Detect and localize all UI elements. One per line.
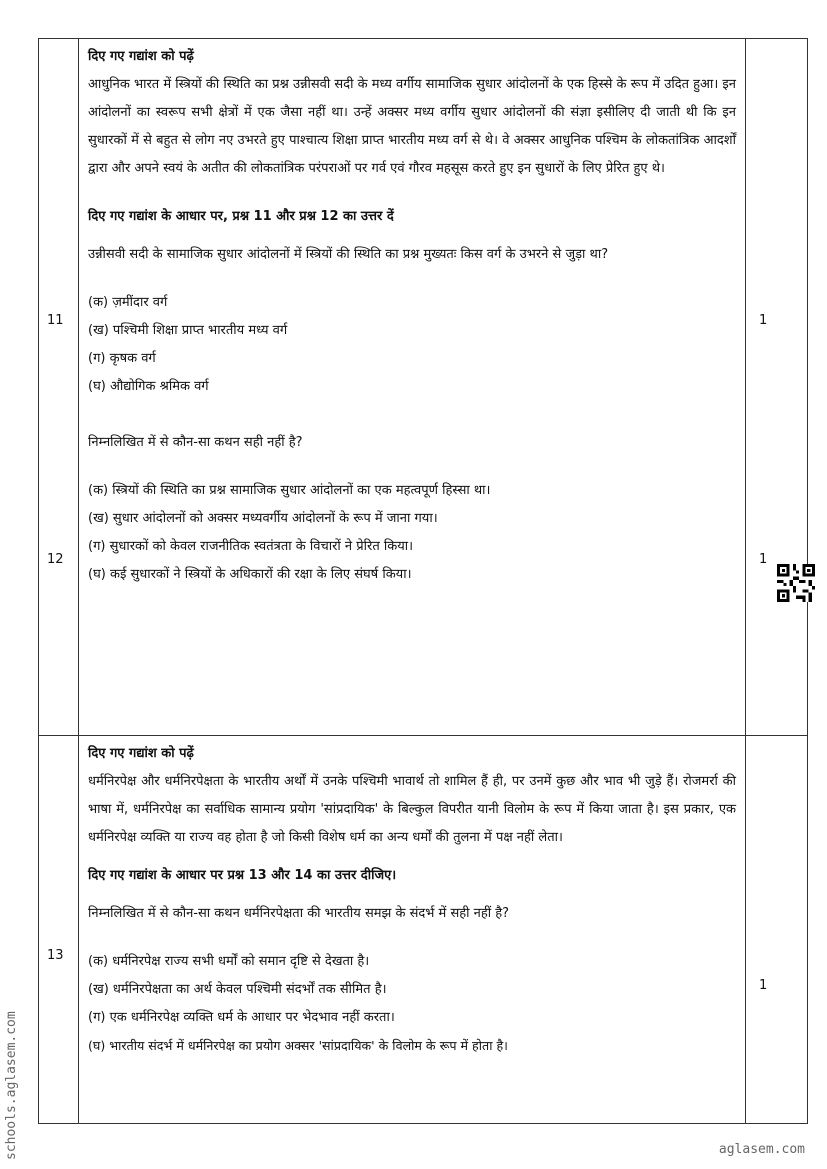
question-13-text: निम्नलिखित में से कौन-सा कथन धर्मनिरपेक्षता की भारतीय समझ के संदर्भ में सही नहीं है? <box>88 906 510 921</box>
marks-cell <box>746 736 808 1124</box>
passage-instruction: दिए गए गद्यांश के आधार पर प्रश्न 13 और 14 का उत्तर दीजिए। <box>88 868 397 883</box>
question-table <box>38 38 808 1124</box>
passage-heading: दिए गए गद्यांश को पढ़ें <box>88 49 194 64</box>
side-watermark: schools.aglasem.com <box>4 1011 19 1160</box>
passage-text: आधुनिक भारत में स्त्रियों की स्थिति का प्रश्न उन्नीसवी सदी के मध्य वर्गीय सामाजिक सुधार आंदोलनों के एक हिस्से के रूप में उदित हुआ। इन आंदोलनों का स्वरूप सभी क्षेत्रों में एक जैसा नहीं था। उन्हें अक्सर मध्य वर्गीय सुधार आंदोलनों की संज्ञा इसीलिए दी जाती थी कि इन सुधारकों में से बहुत से लोग नए उभरते हुए पाश्चात्य शिक्षा प्राप्त भारतीय मध्य वर्ग से थे। वे अक्सर आधुनिक पश्चिम के लोकतांत्रिक आदर्शों द्वारा और अपने स्वयं के अतीत की लोकतांत्रिक परंपराओं पर गर्व एवं गौरव महसूस करते हुए इन सुधारों के लिए प्रेरित हुए थे। <box>88 77 736 176</box>
question-12-text: निम्नलिखित में से कौन-सा कथन सही नहीं है? <box>88 435 303 450</box>
marks-cell <box>746 39 808 736</box>
question-content-cell <box>79 39 746 736</box>
q13-option-c: (ग) एक धर्मनिरपेक्ष व्यक्ति धर्म के आधार पर भेदभाव नहीं करता। <box>88 1010 395 1025</box>
q13-option-a: (क) धर्मनिरपेक्ष राज्य सभी धर्मों को समान दृष्टि से देखता है। <box>88 954 370 969</box>
bottom-watermark: aglasem.com <box>718 1142 805 1157</box>
question-number-11: 11 <box>47 313 64 328</box>
passage-heading: दिए गए गद्यांश को पढ़ें <box>88 746 194 761</box>
q11-option-d: (घ) औद्योगिक श्रमिक वर्ग <box>88 379 209 394</box>
q11-option-b: (ख) पश्चिमी शिक्षा प्राप्त भारतीय मध्य वर्ग <box>88 323 288 338</box>
question-number-cell <box>39 39 79 736</box>
q11-option-c: (ग) कृषक वर्ग <box>88 351 156 366</box>
marks-11: 1 <box>759 313 768 328</box>
qr-code-icon <box>777 564 815 602</box>
question-number-cell <box>39 736 79 1124</box>
table-row <box>39 39 808 736</box>
question-content-cell <box>79 736 746 1124</box>
q12-option-d: (घ) कई सुधारकों ने स्त्रियों के अधिकारों की रक्षा के लिए संघर्ष किया। <box>88 567 412 582</box>
question-number-13: 13 <box>47 948 64 963</box>
table-row <box>39 736 808 1124</box>
q12-option-b: (ख) सुधार आंदोलनों को अक्सर मध्यवर्गीय आंदोलनों के रूप में जाना गया। <box>88 511 438 526</box>
q11-option-a: (क) ज़मींदार वर्ग <box>88 295 168 310</box>
passage-instruction: दिए गए गद्यांश के आधार पर, प्रश्न 11 और प्रश्न 12 का उत्तर दें <box>88 209 394 224</box>
q12-option-a: (क) स्त्रियों की स्थिति का प्रश्न सामाजिक सुधार आंदोलनों का एक महत्वपूर्ण हिस्सा था। <box>88 483 491 498</box>
q13-option-b: (ख) धर्मनिरपेक्षता का अर्थ केवल पश्चिमी संदर्भों तक सीमित है। <box>88 982 387 997</box>
passage-text: धर्मनिरपेक्ष और धर्मनिरपेक्षता के भारतीय अर्थों में उनके पश्चिमी भावार्थ तो शामिल हैं ही, पर उनमें कुछ और भाव भी जुड़े हैं। रोजमर्रा की भाषा में, धर्मनिरपेक्ष का सर्वाधिक सामान्य प्रयोग 'सांप्रदायिक' के बिल्कुल विपरीत यानी विलोम के रूप में किया जाता है। इस प्रकार, एक धर्मनिरपेक्ष व्यक्ति या राज्य वह होता है जो किसी विशेष धर्म का अन्य धर्मों की तुलना में पक्ष नहीं लेता। <box>88 774 736 845</box>
marks-13: 1 <box>759 978 768 993</box>
q13-option-d: (घ) भारतीय संदर्भ में धर्मनिरपेक्ष का प्रयोग अक्सर 'सांप्रदायिक' के विलोम के रूप में होता है। <box>88 1038 508 1053</box>
q12-option-c: (ग) सुधारकों को केवल राजनीतिक स्वतंत्रता के विचारों ने प्रेरित किया। <box>88 539 414 554</box>
marks-12: 1 <box>759 552 768 567</box>
question-number-12: 12 <box>47 552 64 567</box>
question-11-text: उन्नीसवी सदी के सामाजिक सुधार आंदोलनों में स्त्रियों की स्थिति का प्रश्न मुख्यतः किस वर्ग के उभरने से जुड़ा था? <box>88 247 609 262</box>
